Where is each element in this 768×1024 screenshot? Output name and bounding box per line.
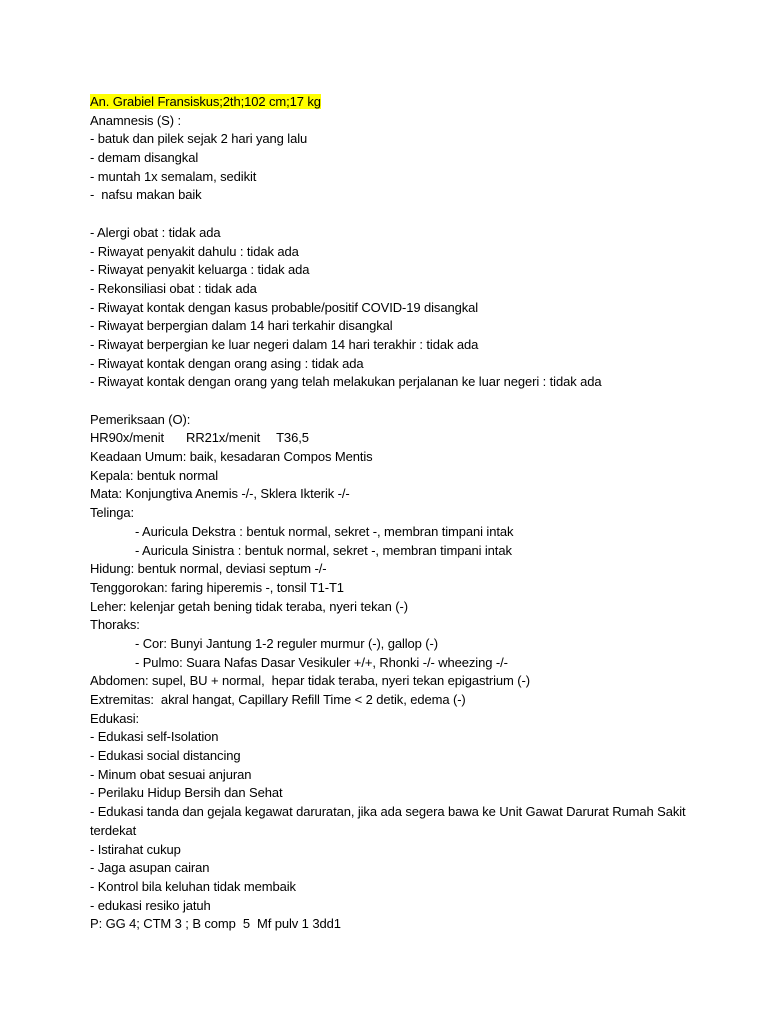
education-item: - edukasi resiko jatuh bbox=[90, 897, 211, 913]
education-item: - Perilaku Hidup Bersih dan Sehat bbox=[90, 785, 283, 801]
exam-general: Keadaan Umum: baik, kesadaran Compos Mentis bbox=[90, 449, 373, 465]
spacer bbox=[90, 205, 728, 224]
history-item: - Riwayat berpergian ke luar negeri dalam 14 hari terakhir : tidak ada bbox=[90, 336, 479, 352]
spacer bbox=[90, 392, 728, 411]
exam-thorax-item: - Pulmo: Suara Nafas Dasar Vesikuler +/+, Rhonki -/- wheezing -/- bbox=[135, 654, 508, 670]
vital-rr: RR21x/menit bbox=[186, 430, 261, 446]
exam-throat: Tenggorokan: faring hiperemis -, tonsil T1-T1 bbox=[90, 579, 344, 595]
exam-thorax-item: - Cor: Bunyi Jantung 1-2 reguler murmur (-), gallop (-) bbox=[135, 635, 438, 651]
education-title: Edukasi: bbox=[90, 710, 140, 726]
education-item: - Edukasi social distancing bbox=[90, 748, 241, 764]
exam-ears-title: Telinga: bbox=[90, 505, 135, 521]
education-item: - Kontrol bila keluhan tidak membaik bbox=[90, 878, 296, 894]
history-item: - Riwayat kontak dengan kasus probable/positif COVID-19 disangkal bbox=[90, 299, 479, 315]
anamnesis-title: Anamnesis (S) : bbox=[90, 112, 181, 128]
history-item: - Rekonsiliasi obat : tidak ada bbox=[90, 280, 257, 296]
exam-eyes: Mata: Konjungtiva Anemis -/-, Sklera Ikterik -/- bbox=[90, 486, 350, 502]
exam-nose: Hidung: bentuk normal, deviasi septum -/- bbox=[90, 561, 327, 577]
history-item: - Riwayat kontak dengan orang yang telah melakukan perjalanan ke luar negeri : tidak ada bbox=[90, 374, 602, 390]
patient-header: An. Grabiel Fransiskus;2th;102 cm;17 kg bbox=[90, 94, 321, 109]
vitals-line bbox=[90, 429, 728, 448]
education-item: - Jaga asupan cairan bbox=[90, 860, 210, 876]
education-emergency: - Edukasi tanda dan gejala kegawat daruratan, jika ada segera bawa ke Unit Gawat Darurat Rumah Sakit terdekat bbox=[90, 804, 686, 838]
history-item: - Riwayat berpergian dalam 14 hari terkahir disangkal bbox=[90, 318, 393, 334]
plan-line: P: GG 4; CTM 3 ; B comp 5 Mf pulv 1 3dd1 bbox=[90, 916, 341, 932]
exam-ear-item: - Auricula Sinistra : bentuk normal, sekret -, membran timpani intak bbox=[135, 542, 512, 558]
exam-head: Kepala: bentuk normal bbox=[90, 467, 218, 483]
patient-header-line bbox=[90, 93, 728, 112]
exam-ear-item: - Auricula Dekstra : bentuk normal, sekret -, membran timpani intak bbox=[135, 523, 514, 539]
anamnesis-item: - muntah 1x semalam, sedikit bbox=[90, 168, 257, 184]
exam-extremities: Extremitas: akral hangat, Capillary Refill Time < 2 detik, edema (-) bbox=[90, 692, 466, 707]
exam-thorax-title: Thoraks: bbox=[90, 617, 140, 633]
anamnesis-item: - nafsu makan baik bbox=[90, 187, 202, 203]
history-item: - Alergi obat : tidak ada bbox=[90, 224, 221, 240]
history-item: - Riwayat kontak dengan orang asing : tidak ada bbox=[90, 355, 364, 371]
exam-title: Pemeriksaan (O): bbox=[90, 411, 191, 427]
exam-neck: Leher: kelenjar getah bening tidak teraba, nyeri tekan (-) bbox=[90, 598, 408, 614]
education-item: - Edukasi self-Isolation bbox=[90, 729, 219, 745]
vital-temp: T36,5 bbox=[276, 430, 309, 446]
history-item: - Riwayat penyakit dahulu : tidak ada bbox=[90, 243, 299, 259]
anamnesis-item: - batuk dan pilek sejak 2 hari yang lalu bbox=[90, 131, 308, 147]
history-item: - Riwayat penyakit keluarga : tidak ada bbox=[90, 262, 310, 278]
anamnesis-item: - demam disangkal bbox=[90, 150, 199, 166]
exam-abdomen: Abdomen: supel, BU + normal, hepar tidak teraba, nyeri tekan epigastrium (-) bbox=[90, 673, 530, 689]
education-item: - Istirahat cukup bbox=[90, 841, 181, 857]
education-item: - Minum obat sesuai anjuran bbox=[90, 766, 252, 782]
vital-hr: HR90x/menit bbox=[90, 430, 165, 446]
